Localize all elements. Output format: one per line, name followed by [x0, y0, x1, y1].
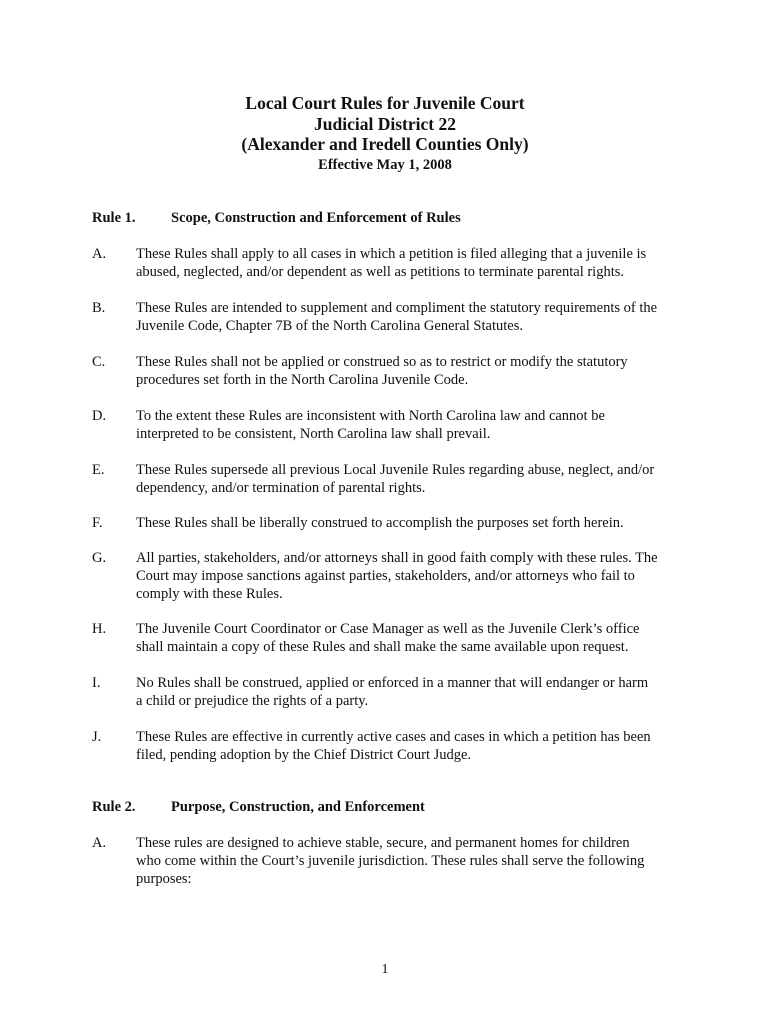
counties-note: (Alexander and Iredell Counties Only)	[241, 134, 529, 154]
item-letter: J.	[92, 729, 102, 745]
item-line: These Rules are intended to supplement and compliment the statutory requirements of the	[136, 300, 658, 316]
item-line: These Rules shall apply to all cases in which a petition is filed alleging that a juvenile is	[136, 246, 647, 262]
item-line: No Rules shall be construed, applied or enforced in a manner that will endanger or harm	[136, 675, 649, 691]
item-line: These rules are designed to achieve stable, secure, and permanent homes for children	[136, 835, 630, 851]
item-line: To the extent these Rules are inconsistent with North Carolina law and cannot be	[136, 408, 605, 424]
item-line: comply with these Rules.	[136, 586, 283, 603]
page-number: 1	[381, 962, 389, 977]
item-line: shall maintain a copy of these Rules and shall make the same available upon request.	[136, 639, 629, 656]
item-line: These Rules shall be liberally construed to accomplish the purposes set forth herein.	[136, 515, 624, 531]
item-letter: D.	[92, 408, 107, 424]
item-letter: I.	[92, 675, 101, 691]
rule-1-heading	[92, 209, 461, 227]
item-text	[136, 674, 692, 710]
rule-2-heading	[92, 798, 425, 816]
rule-1-number: Rule 1.	[92, 210, 136, 226]
item-letter: B.	[92, 300, 106, 316]
item-line: filed, pending adoption by the Chief District Court Judge.	[136, 747, 472, 764]
item-text	[136, 407, 692, 443]
item-line: abused, neglected, and/or dependent as well as petitions to terminate parental rights.	[136, 264, 625, 281]
rule-2-title: Purpose, Construction, and Enforcement	[171, 799, 425, 815]
item-line: purposes:	[136, 871, 192, 888]
document-title: Local Court Rules for Juvenile Court	[245, 93, 525, 113]
item-letter: E.	[92, 462, 105, 478]
item-line: These Rules are effective in currently active cases and cases in which a petition has been	[136, 729, 651, 745]
item-letter: G.	[92, 550, 107, 566]
item-letter: A.	[92, 835, 107, 851]
item-line: The Juvenile Court Coordinator or Case Manager as well as the Juvenile Clerk’s office	[136, 621, 640, 637]
item-text	[136, 514, 692, 532]
item-line: interpreted to be consistent, North Carolina law shall prevail.	[136, 426, 491, 443]
rule-1-title: Scope, Construction and Enforcement of Rules	[171, 210, 461, 226]
item-letter: H.	[92, 621, 107, 637]
item-text	[136, 245, 692, 281]
rule-2-number: Rule 2.	[92, 799, 136, 815]
judicial-district: Judicial District 22	[314, 113, 456, 134]
item-line: a child or prejudice the rights of a party.	[136, 693, 369, 710]
item-line: Juvenile Code, Chapter 7B of the North Carolina General Statutes.	[136, 318, 523, 335]
item-line: These Rules shall not be applied or construed so as to restrict or modify the statutory	[136, 354, 628, 370]
item-text	[136, 834, 692, 889]
item-line: who come within the Court’s juvenile jurisdiction. These rules shall serve the following	[136, 853, 645, 870]
effective-date: Effective May 1, 2008	[318, 156, 452, 173]
item-text	[136, 299, 692, 335]
item-letter: F.	[92, 515, 103, 531]
item-text	[136, 620, 692, 656]
item-letter: C.	[92, 354, 106, 370]
item-line: Court may impose sanctions against parties, stakeholders, and/or attorneys who fail to	[136, 568, 635, 585]
item-text	[136, 728, 692, 764]
item-line: dependency, and/or termination of parental rights.	[136, 480, 426, 497]
item-line: These Rules supersede all previous Local Juvenile Rules regarding abuse, neglect, and/or	[136, 462, 655, 478]
item-text	[136, 549, 692, 604]
item-letter: A.	[92, 246, 107, 262]
item-text	[136, 461, 692, 497]
item-line: All parties, stakeholders, and/or attorneys shall in good faith comply with these rules. The	[136, 550, 658, 566]
item-line: procedures set forth in the North Carolina Juvenile Code.	[136, 372, 469, 389]
item-text	[136, 353, 692, 389]
document-title-block	[0, 93, 770, 175]
